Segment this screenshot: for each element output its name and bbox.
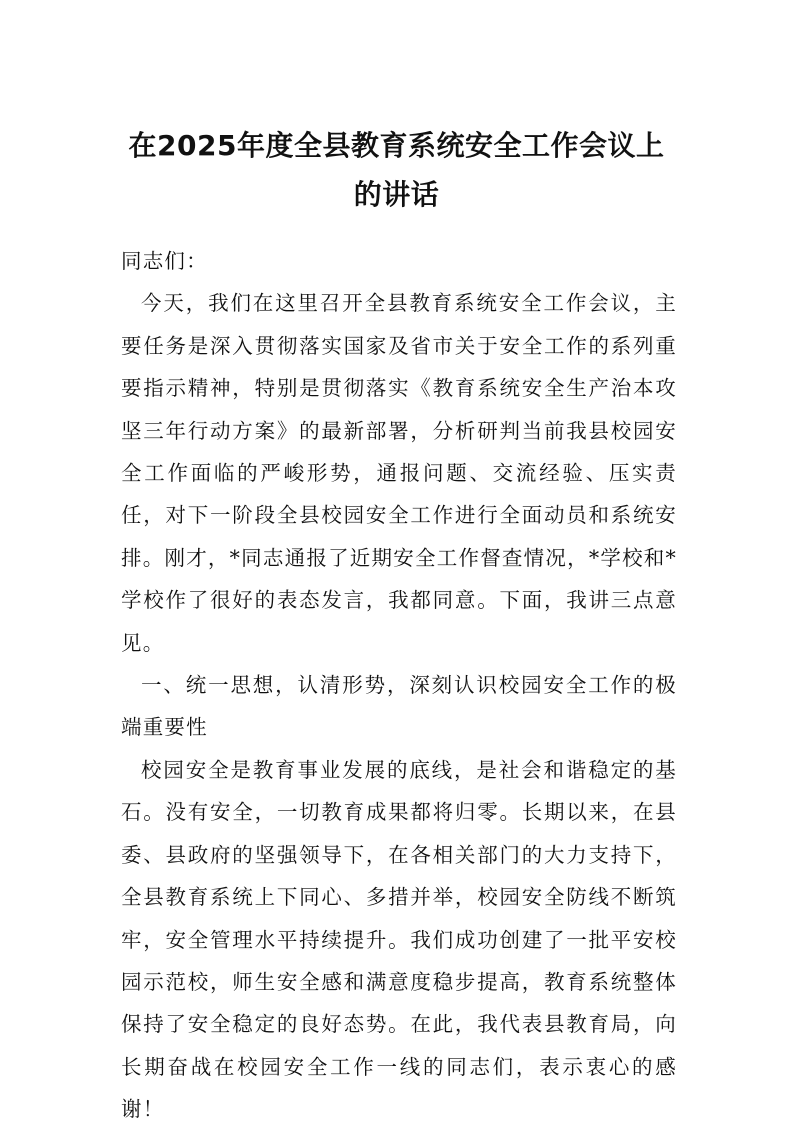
section-heading-1: 一、统一思想，认清形势，深刻认识校园安全工作的极端重要性 — [121, 673, 677, 740]
document-title-line-1: 在2025年度全县教育系统安全工作会议上 — [128, 129, 665, 162]
paragraph-campus-safety: 校园安全是教育事业发展的底线，是社会和谐稳定的基石。没有安全，一切教育成果都将归零。长期以来，在县委、县政府的坚强领导下，在各相关部门的大力支持下，全县教育系统上下同心、多措并举，校园安全防线不断筑牢，安全管理水平持续提升。我们成功创建了一批平安校园示范校，师生安全感和满意度稳步提高，教育系统整体保持了安全稳定的良好态势。在此，我代表县教育局，向长期奋战在校园安全工作一线的同志们，表示衷心的感谢！ — [121, 757, 677, 1122]
document-title-line-2: 的讲话 — [353, 178, 440, 211]
salutation: 同志们： — [121, 249, 208, 273]
paragraph-opening: 今天，我们在这里召开全县教育系统安全工作会议，主要任务是深入贯彻落实国家及省市关于安全工作的系列重要指示精神，特别是贯彻落实《教育系统安全生产治本攻坚三年行动方案》的最新部署，分析研判当前我县校园安全工作面临的严峻形势，通报问题、交流经验、压实责任，对下一阶段全县校园安全工作进行全面动员和系统安排。刚才，*同志通报了近期安全工作督查情况，*学校和*学校作了很好的表态发言，我都同意。下面，我讲三点意见。 — [121, 291, 677, 655]
document-body — [121, 240, 677, 1131]
